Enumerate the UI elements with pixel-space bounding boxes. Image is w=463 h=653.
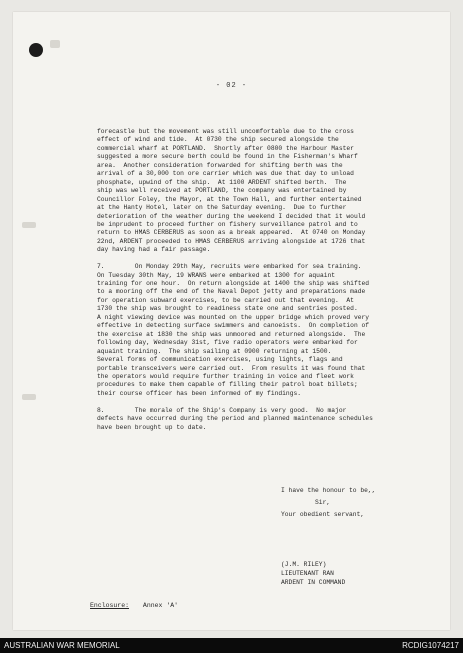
staple-mark: [50, 40, 60, 48]
letter-body: [97, 128, 427, 432]
signature-name: (J.M. RILEY): [281, 561, 327, 568]
archive-footer: [0, 638, 463, 653]
closing-line-3: Your obedient servant,: [281, 511, 365, 518]
footer-record-id: RCDIG1074217: [402, 641, 459, 650]
signature-block: [281, 560, 345, 587]
staple-mark: [22, 394, 36, 400]
staple-mark: [22, 222, 36, 228]
punch-hole: [29, 43, 43, 57]
paragraph-7: 7. On Monday 29th May, recruits were embarked for sea training. On Tuesday 30th May, 19 WRANS were embarked at 1300 for aquaint training for one hour. On return alongside at 1400 the ship was shifted to a mooring off the end of the Naval Depot jetty and preparations made for operation subward exercises, to be carried out that evening. At 1730 the ship was brought to readiness state one and sentries posted. A night viewing device was mounted on the upper bridge which proved very effective in detecting surface swimmers and canoeists. On completion of the exercise at 1830 the ship was unmoored and returned alongside. The following day, Wednesday 31st, five radio operators were embarked for aquaint training. The ship sailing at 0900 returning at 1500. Several forms of communication exercises, using lights, flags and portable transceivers were carried out. From results it was found that the operators would require further training in voice and fleet work procedures to make them capable of filling their patrol boat billets; their course officer has been informed of my findings.: [97, 263, 370, 397]
enclosure-value: Annex 'A': [142, 602, 179, 609]
page-number: - 02 -: [215, 82, 248, 90]
closing-line-2: Sir,: [281, 499, 331, 506]
paragraph-continuation: forecastle but the movement was still uncomfortable due to the cross effect of wind and tide. At 0730 the ship secured alongside the commercial wharf at PORTLAND. Shortly after 0800 the Harbour Master suggested a more secure berth could be found in the Fisherman's Wharf area. Another consideration forwarded for shifting berth was the arrival of a 30,000 ton ore carrier which was due that day to unload phosphate, upwind of the ship. At 1100 ARDENT shifted berth. The ship was well received at PORTLAND, the company was entertained by Councillor Foley, the Mayor, at the Town Hall, and further entertained at the Hanty Hotel, later on the Saturday evening. Due to further deterioration of the weather during the weekend I decided that it would be inprudent to proceed further on fishery surveillance patrol and to return to HMAS CERBERUS as soon as a break appeared. At 0740 on Monday 22nd, ARDENT proceeded to HMAS CERBERUS arriving alongside at 1726 that day having had a fair passage.: [97, 128, 366, 254]
footer-institution: AUSTRALIAN WAR MEMORIAL: [4, 641, 120, 650]
closing-line-1: I have the honour to be,,: [281, 487, 376, 494]
paragraph-8: 8. The morale of the Ship's Company is very good. No major defects have occurred during the period and planned maintenance schedules have been brought up to date.: [97, 406, 373, 431]
signature-command: ARDENT IN COMMAND: [281, 579, 346, 586]
enclosure-label: Enclosure:: [90, 602, 130, 609]
signature-rank: LIEUTENANT RAN: [281, 570, 334, 577]
closing-salutation: [281, 485, 375, 521]
enclosure-line: [90, 602, 178, 609]
